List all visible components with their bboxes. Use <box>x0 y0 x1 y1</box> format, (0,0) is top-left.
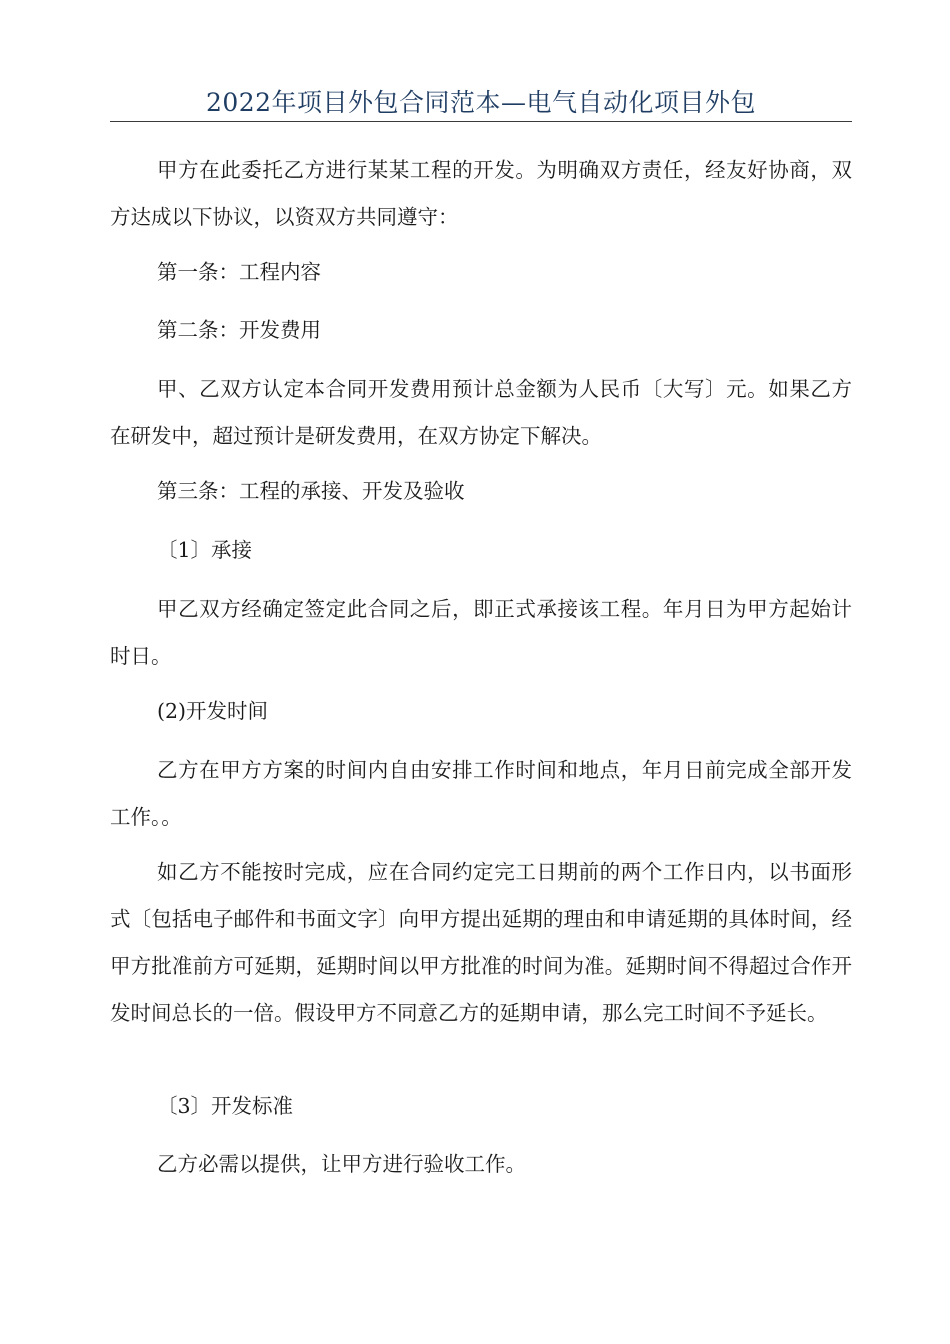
article-2-heading: 第二条：开发费用 <box>157 318 321 342</box>
document-title: 2022年项目外包合同范本—电气自动化项目外包 <box>205 88 757 117</box>
article-2-body: 甲、乙双方认定本合同开发费用预计总金额为人民币〔大写〕元。如果乙方在研发中，超过预计是研发费用，在双方协定下解决。 <box>110 377 852 448</box>
section-2-body: 乙方在甲方方案的时间内自由安排工作时间和地点，年月日前完成全部开发工作。。 <box>110 758 852 829</box>
section-2-heading: (2)开发时间 <box>157 699 269 723</box>
article-3-heading: 第三条：工程的承接、开发及验收 <box>157 479 465 503</box>
section-2-extension-clause: 如乙方不能按时完成，应在合同约定完工日期前的两个工作日内，以书面形式〔包括电子邮件和书面文字〕向甲方提出延期的理由和申请延期的具体时间，经甲方批准前方可延期，延期时间以甲方批准的时间为准。延期时间不得超过合作开发时间总长的一倍。假设甲方不同意乙方的延期申请，那么完工时间不予延长。 <box>110 860 852 1025</box>
article-1-heading: 第一条：工程内容 <box>157 260 321 284</box>
intro-paragraph: 甲方在此委托乙方进行某某工程的开发。为明确双方责任，经友好协商，双方达成以下协议，以资双方共同遵守： <box>110 158 852 229</box>
section-1-body: 甲乙双方经确定签定此合同之后，即正式承接该工程。年月日为甲方起始计时日。 <box>110 597 852 668</box>
section-3-heading: 〔3〕开发标准 <box>157 1094 294 1118</box>
section-3-body: 乙方必需以提供，让甲方进行验收工作。 <box>157 1152 526 1176</box>
title-underline <box>110 121 852 122</box>
section-1-heading: 〔1〕承接 <box>157 538 253 562</box>
